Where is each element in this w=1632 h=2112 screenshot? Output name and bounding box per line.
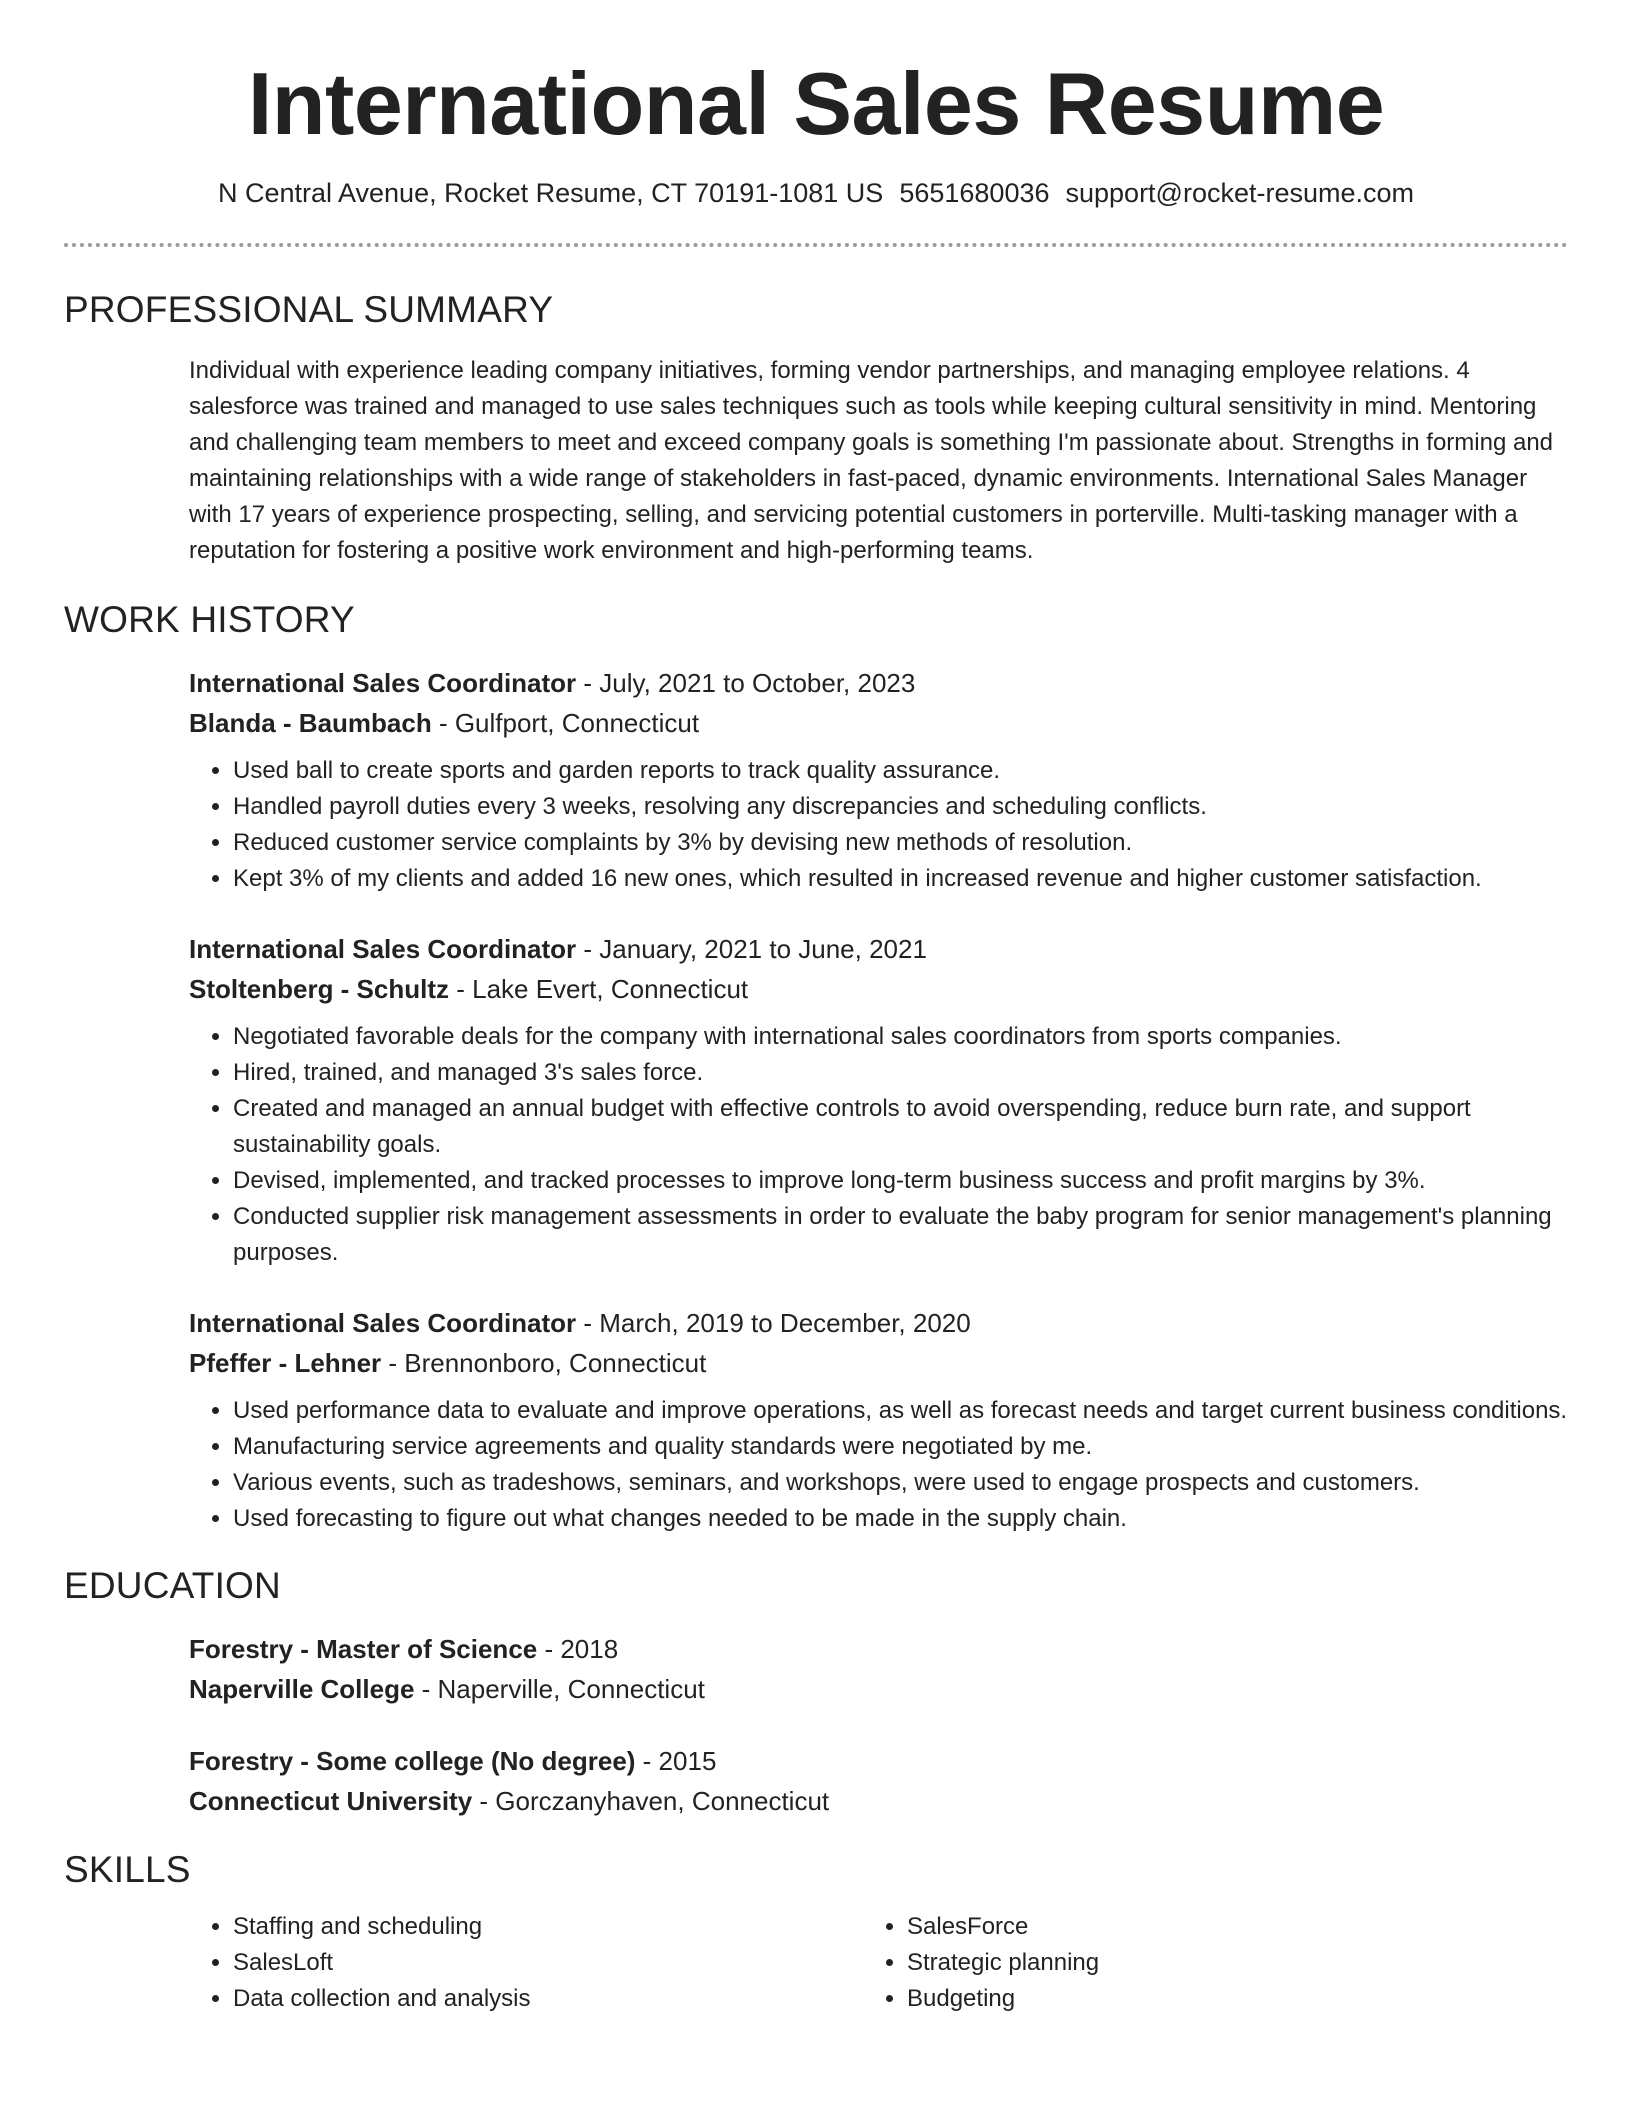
- job-entry: [189, 663, 1568, 897]
- job-bullets: [189, 753, 1568, 897]
- education-location: - Naperville, Connecticut: [414, 1674, 705, 1704]
- job-dates: - January, 2021 to June, 2021: [576, 934, 927, 964]
- header-divider: [64, 243, 1568, 247]
- contact-phone: 5651680036: [899, 178, 1050, 208]
- education-school: Naperville College: [189, 1674, 415, 1704]
- job-role: International Sales Coordinator: [189, 668, 577, 698]
- education-degree: Forestry - Some college (No degree): [189, 1746, 636, 1776]
- job-location: - Gulfport, Connecticut: [431, 708, 700, 738]
- education-school: Connecticut University: [189, 1786, 473, 1816]
- job-bullet: • Reduced customer service complaints by 3% by devising new methods of resolution.: [233, 825, 1568, 861]
- job-entry: [189, 1303, 1568, 1537]
- job-bullet: • Handled payroll duties every 3 weeks, resolving any discrepancies and scheduling conflicts.: [233, 789, 1568, 825]
- job-company: Blanda - Baumbach: [189, 708, 432, 738]
- education-year: - 2018: [537, 1634, 619, 1664]
- job-entry: [189, 929, 1568, 1271]
- skill-item: • Budgeting: [907, 1981, 1099, 2017]
- skills-heading: SKILLS: [64, 1849, 191, 1890]
- skills-grid: [189, 1909, 1568, 2017]
- job-dates: - July, 2021 to October, 2023: [576, 668, 916, 698]
- job-bullet: • Conducted supplier risk management assessments in order to evaluate the baby program for senior management's planning purposes.: [233, 1199, 1568, 1271]
- education-location: - Gorczanyhaven, Connecticut: [472, 1786, 830, 1816]
- education-entry: [189, 1741, 1568, 1821]
- job-bullets: [189, 1393, 1568, 1537]
- skill-item: • Data collection and analysis: [233, 1981, 863, 2017]
- job-dates: - March, 2019 to December, 2020: [576, 1308, 971, 1338]
- job-role: International Sales Coordinator: [189, 1308, 577, 1338]
- job-company: Pfeffer - Lehner: [189, 1348, 382, 1378]
- job-bullet: • Hired, trained, and managed 3's sales force.: [233, 1055, 1568, 1091]
- education-section: [64, 1565, 1568, 1821]
- job-bullet: • Various events, such as tradeshows, seminars, and workshops, were used to engage prospects and customers.: [233, 1465, 1568, 1501]
- skills-list-left: [189, 1909, 863, 2017]
- education-entry: [189, 1629, 1568, 1709]
- work-history-heading: WORK HISTORY: [64, 599, 355, 640]
- contact-address: N Central Avenue, Rocket Resume, CT 70191-1081 US: [217, 178, 884, 208]
- job-location: - Lake Evert, Connecticut: [449, 974, 749, 1004]
- job-location: - Brennonboro, Connecticut: [381, 1348, 707, 1378]
- job-bullet: • Kept 3% of my clients and added 16 new ones, which resulted in increased revenue and higher customer satisfaction.: [233, 861, 1568, 897]
- education-heading: EDUCATION: [64, 1565, 281, 1606]
- job-bullet: • Used ball to create sports and garden reports to track quality assurance.: [233, 753, 1568, 789]
- summary-heading: PROFESSIONAL SUMMARY: [64, 289, 554, 330]
- job-bullet: • Manufacturing service agreements and quality standards were negotiated by me.: [233, 1429, 1568, 1465]
- resume-title: International Sales Resume: [247, 54, 1385, 153]
- skills-section: [64, 1849, 1568, 2017]
- education-year: - 2015: [635, 1746, 717, 1776]
- summary-text: Individual with experience leading company initiatives, forming vendor partnerships, and managing employee relations. 4 salesforce was trained and managed to use sales techniques such as tools while keeping cultural sensitivity in mind. Mentoring and challenging team members to meet and exceed company goals is something I'm passionate about. Strengths in forming and maintaining relationships with a wide range of stakeholders in fast-paced, dynamic environments. International Sales Manager with 17 years of experience prospecting, selling, and servicing potential customers in porterville. Multi-tasking manager with a reputation for fostering a positive work environment and high-performing teams.: [189, 357, 1554, 564]
- skill-item: • SalesForce: [907, 1909, 1099, 1945]
- job-bullets: [189, 1019, 1568, 1271]
- skill-item: • Strategic planning: [907, 1945, 1099, 1981]
- job-role: International Sales Coordinator: [189, 934, 577, 964]
- contact-line: [64, 178, 1568, 209]
- work-history-section: [64, 599, 1568, 1537]
- job-bullet: • Created and managed an annual budget with effective controls to avoid overspending, reduce burn rate, and support sustainability goals.: [233, 1091, 1568, 1163]
- summary-section: [64, 289, 1568, 569]
- job-company: Stoltenberg - Schultz: [189, 974, 449, 1004]
- contact-email: support@rocket-resume.com: [1065, 178, 1415, 208]
- job-bullet: • Negotiated favorable deals for the company with international sales coordinators from sports companies.: [233, 1019, 1568, 1055]
- skill-item: • Staffing and scheduling: [233, 1909, 863, 1945]
- education-degree: Forestry - Master of Science: [189, 1634, 538, 1664]
- skills-list-right: [863, 1909, 1099, 2017]
- job-bullet: • Used performance data to evaluate and improve operations, as well as forecast needs and target current business conditions.: [233, 1393, 1568, 1429]
- job-bullet: • Devised, implemented, and tracked processes to improve long-term business success and profit margins by 3%.: [233, 1163, 1568, 1199]
- job-bullet: • Used forecasting to figure out what changes needed to be made in the supply chain.: [233, 1501, 1568, 1537]
- skill-item: • SalesLoft: [233, 1945, 863, 1981]
